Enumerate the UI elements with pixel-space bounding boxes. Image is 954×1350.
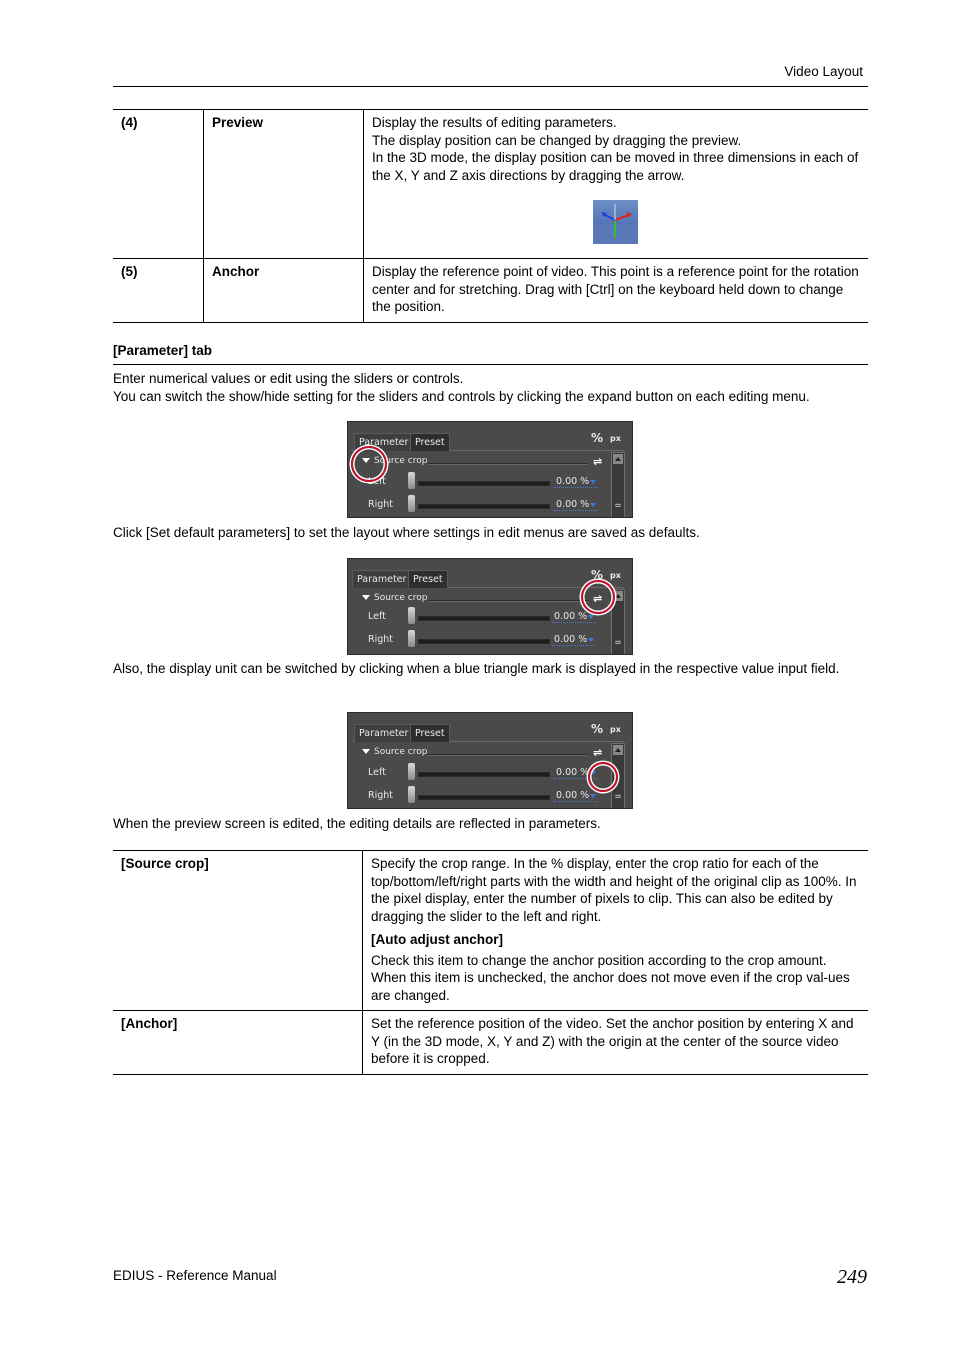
sub-heading: [Auto adjust anchor] [371,932,503,947]
value-text: 0.00 % [554,611,588,622]
slider-knob-right[interactable] [408,495,415,512]
definitions-table-2 [113,850,868,1075]
expand-triangle-icon[interactable] [362,749,370,754]
slider-track-right[interactable] [418,504,550,509]
intro-line: Enter numerical values or edit using the sliders or controls. [113,371,464,386]
tab-preset[interactable]: Preset [410,724,450,742]
unit-triangle-icon[interactable] [588,638,594,642]
scrollbar[interactable] [611,452,625,518]
tab-parameter[interactable]: Parameter [352,570,411,588]
default-parameters-paragraph: Click [Set default parameters] to set the layout where settings in edit menus are saved as defaults. [113,525,700,540]
value-text: 0.00 % [556,790,590,801]
table-row [113,1011,868,1075]
row-label-left: Left [368,767,386,778]
table-row [113,851,868,1011]
row-number: (5) [121,264,138,279]
description-text: Specify the crop range. In the % display, enter the crop ratio for each of the top/bottom/left/right parts with the width and height of the original clip as 100%. In the pixel display, enter the number of pixels to clip. This can also be edited by dragging the slider to the left and right. [371,856,857,924]
row-name: Anchor [204,259,364,323]
description-line: Display the results of editing parameters. [372,115,617,130]
row-label-left: Left [368,476,386,487]
slider-track-right[interactable] [418,639,550,644]
highlight-circle [588,762,618,792]
row-name: Preview [204,110,364,259]
footer-manual-title: EDIUS - Reference Manual [113,1268,277,1283]
intro-line: You can switch the show/hide setting for the sliders and controls by clicking the expand button on each editing menu. [113,388,810,404]
row-label-left: Left [368,611,386,622]
row-name: [Source crop] [121,856,209,871]
px-unit-button[interactable]: px [610,571,621,580]
group-label: Source crop [374,593,428,603]
slider-knob-left[interactable] [408,472,415,489]
value-field-left[interactable] [554,476,598,488]
page-number: 249 [837,1266,867,1288]
preview-edit-paragraph: When the preview screen is edited, the editing details are reflected in parameters. [113,816,601,831]
px-unit-button[interactable]: px [610,434,621,443]
definitions-table-1 [113,109,868,323]
value-text: 0.00 % [556,499,590,510]
parameter-panel-screenshot [347,421,633,518]
group-divider [428,463,588,465]
tab-preset[interactable]: Preset [408,570,448,588]
slider-track-left[interactable] [418,481,550,486]
scroll-grip-icon[interactable]: = [614,638,622,648]
unit-triangle-icon[interactable] [590,480,596,484]
slider-knob-right[interactable] [408,630,415,647]
slider-knob-left[interactable] [408,763,415,780]
value-text: 0.00 % [556,476,590,487]
slider-knob-right[interactable] [408,786,415,803]
slider-track-right[interactable] [418,795,550,800]
header-rule [113,86,868,87]
panel-tab-bar [352,721,624,742]
row-name: [Anchor] [121,1016,178,1031]
tab-parameter[interactable]: Parameter [354,724,413,742]
section-intro [113,370,873,405]
slider-track-left[interactable] [418,616,550,621]
percent-unit-button[interactable]: % [591,722,604,736]
value-text: 0.00 % [554,634,588,645]
unit-switch-paragraph: Also, the display unit can be switched by clicking when a blue triangle mark is displayed in the respective value input field. [113,661,840,676]
row-description [364,259,869,323]
panel-tab-bar [352,430,624,451]
unit-triangle-icon[interactable] [588,615,594,619]
table-row [113,110,868,259]
value-text: 0.00 % [556,767,590,778]
row-label-right: Right [368,499,394,510]
highlight-circle [581,580,615,614]
page-header-title: Video Layout [784,64,863,79]
value-field-left[interactable] [552,611,596,623]
source-crop-group-header[interactable] [362,593,427,603]
scroll-grip-icon[interactable]: = [614,792,622,802]
description-line: In the 3D mode, the display position can be moved in three dimensions in each of the X, Y and Z axis directions by dragging the arrow. [372,150,859,183]
px-unit-button[interactable]: px [610,725,621,734]
value-field-right[interactable] [554,790,598,802]
group-label: Source crop [374,747,428,757]
set-default-parameters-icon[interactable]: ⇌ [593,455,603,468]
slider-knob-left[interactable] [408,607,415,624]
unit-triangle-icon[interactable] [590,503,596,507]
value-field-right[interactable] [554,499,598,511]
row-label-right: Right [368,790,394,801]
group-divider [428,600,588,602]
slider-track-left[interactable] [418,772,550,777]
percent-unit-button[interactable]: % [591,431,604,445]
parameter-panel-screenshot [347,558,633,655]
group-divider [428,754,588,756]
row-label-right: Right [368,634,394,645]
sub-description: Check this item to change the anchor position according to the crop amount. When this item is unchecked, the anchor does not move even if the crop val-ues are changed. [371,952,850,1003]
set-default-parameters-icon[interactable]: ⇌ [593,746,603,759]
parameter-panel-screenshot [347,712,633,809]
description-line: The display position can be changed by dragging the preview. [372,132,742,148]
tab-parameter[interactable]: Parameter [354,433,413,451]
panel-tab-bar [352,567,624,588]
scroll-up-arrow-icon[interactable] [613,454,623,464]
group-label: Source crop [374,456,428,466]
set-default-parameters-icon[interactable]: ⇌ [593,592,603,605]
tab-preset[interactable]: Preset [410,433,450,451]
section-rule [113,364,868,365]
row-description [363,851,869,1011]
percent-unit-button[interactable]: % [591,568,604,582]
value-field-right[interactable] [552,634,596,646]
section-title: [Parameter] tab [113,343,213,358]
source-crop-group-header[interactable] [362,747,427,757]
scroll-up-arrow-icon[interactable] [613,745,623,755]
row-description: Set the reference position of the video. Set the anchor position by entering X and Y (in the 3D mode, X, Y and Z) with the origin at the center of the source video before it is cropped. [363,1011,869,1075]
highlight-circle [351,446,387,482]
expand-triangle-icon[interactable] [362,595,370,600]
3d-axis-arrow-icon [593,200,638,244]
scroll-grip-icon[interactable]: = [614,501,622,511]
description-line: Display the reference point of video. This point is a reference point for the rotation center and for stretching. Drag with [Ctrl] on the keyboard held down to change the position. [372,264,859,314]
table-row [113,259,868,323]
row-number: (4) [121,115,138,130]
unit-triangle-icon[interactable] [590,794,596,798]
